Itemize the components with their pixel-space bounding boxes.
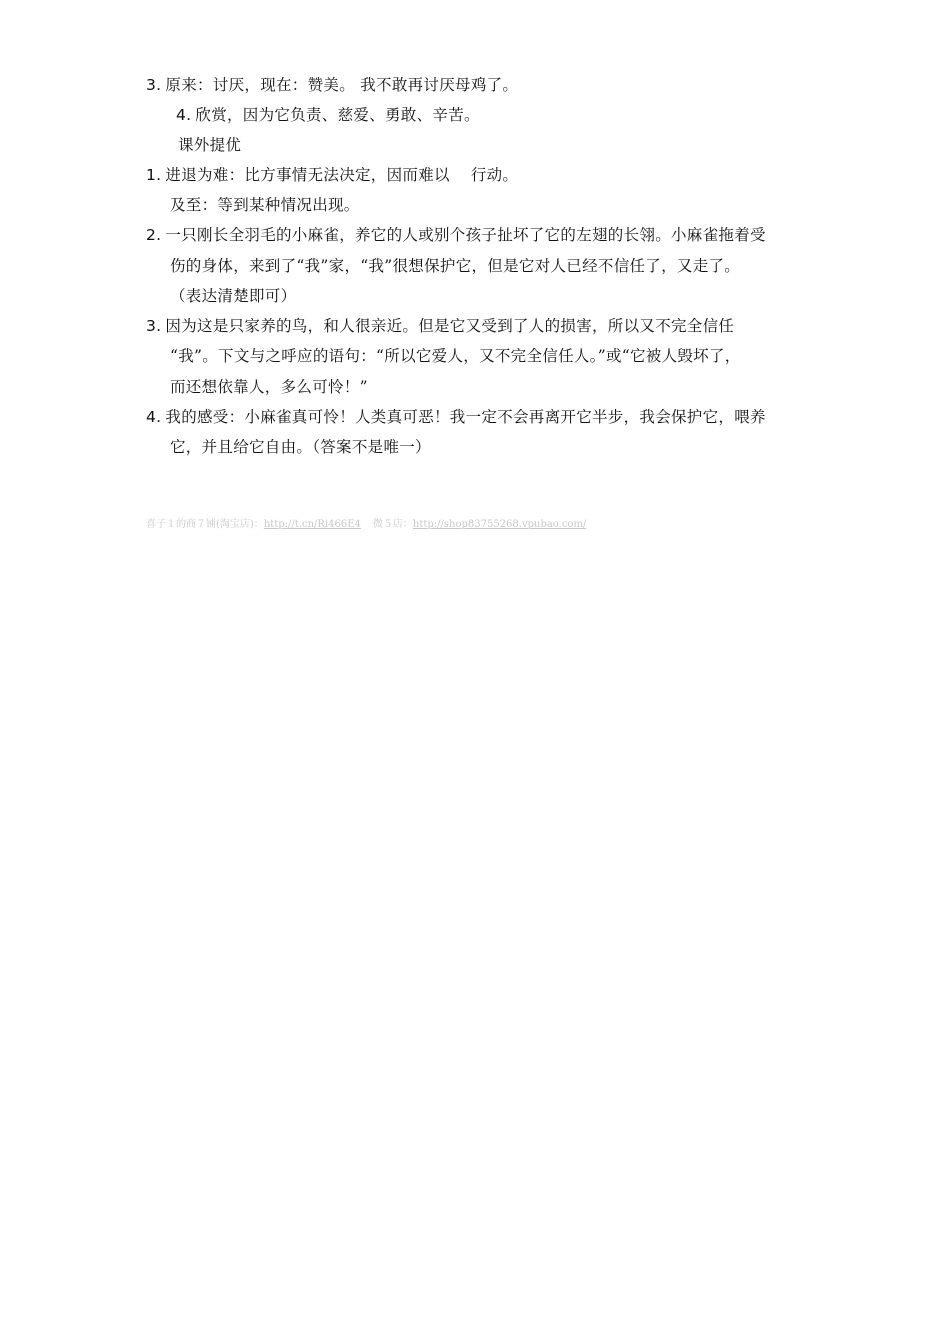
item-text: 进退为难：比方事情无法决定，因而难以 行动。 [165,166,519,184]
footer-watermark [146,518,586,532]
item-number: 3. [146,76,162,94]
extra-item-2-line-2: 伤的身体，来到了“我”家，“我”很想保护它，但是它对人已经不信任了，又走了。 [170,257,741,275]
extra-item-4 [146,407,766,427]
item-text: 我的感受：小麻雀真可怜！人类真可恶！我一定不会再离开它半步，我会保护它，喂养 [165,408,766,426]
item-number: 4. [146,408,162,426]
item-text: 一只刚长全羽毛的小麻雀，养它的人或别个孩子扯坏了它的左翅的长翎。小麻雀拖着受 [165,226,766,244]
section-heading: 课外提优 [178,136,242,154]
item-text: 原来：讨厌，现在：赞美。 我不敢再讨厌母鸡了。 [165,76,519,94]
item-number: 4. [176,106,192,124]
footer-shop-link[interactable]: http://t.cn/Ri466E4 [263,519,361,530]
extra-item-1-line-2: 及至：等到某种情况出现。 [170,196,360,214]
extra-item-3 [146,316,734,336]
extra-item-1 [146,165,518,185]
extra-item-3-line-3: 而还想依靠人，多么可怜！” [170,378,368,396]
footer-shop-label: 喜子１的商７铺(淘宝店)： [146,519,264,530]
item-text: 欣赏，因为它负责、慈爱、勇敢、辛苦。 [195,106,480,124]
footer-wx-label: 微５店： [372,519,413,530]
answer-item-4 [176,105,480,125]
footer-wx-link[interactable]: http://shop83755268.vpubao.com/ [412,519,587,530]
extra-item-2 [146,225,766,245]
item-number: 2. [146,226,162,244]
item-number: 1. [146,166,162,184]
extra-item-3-line-2: “我”。下文与之呼应的语句：“所以它爱人，又不完全信任人。”或“它被人毁坏了， [170,347,741,365]
answer-item-3 [146,75,518,95]
item-number: 3. [146,317,162,335]
extra-item-4-line-2: 它，并且给它自由。（答案不是唯一） [170,438,431,456]
extra-item-2-line-3: （表达清楚即可） [170,287,297,305]
item-text: 因为这是只家养的鸟，和人很亲近。但是它又受到了人的损害，所以又不完全信任 [165,317,735,335]
